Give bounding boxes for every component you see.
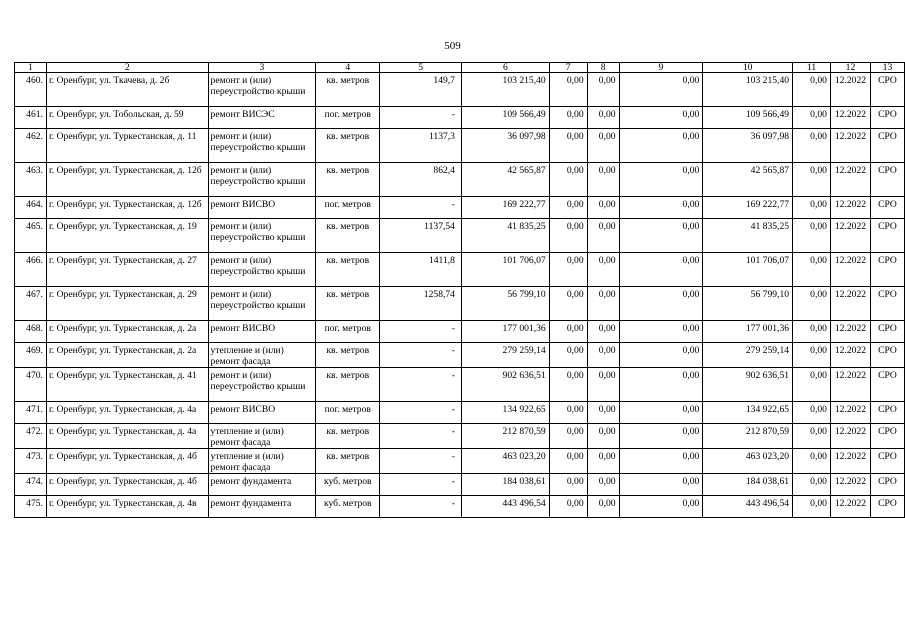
cost-federal-cell: 0,00 — [549, 287, 587, 321]
completion-date-cell: 12.2022 — [830, 449, 870, 474]
total-cost-cell: 42 565,87 — [461, 163, 549, 197]
method-cell: СРО — [870, 219, 904, 253]
cost-other-cell: 0,00 — [793, 73, 831, 107]
column-header: 12 — [830, 63, 870, 73]
method-cell: СРО — [870, 163, 904, 197]
total-cost-cell: 463 023,20 — [461, 449, 549, 474]
unit-cell: пог. метров — [316, 402, 380, 424]
cost-regional-cell: 0,00 — [587, 163, 619, 197]
cost-regional-cell: 0,00 — [587, 287, 619, 321]
cost-owners-cell: 101 706,07 — [703, 253, 793, 287]
address-cell: г. Оренбург, ул. Туркестанская, д. 4в — [46, 496, 208, 518]
table-header-row — [15, 63, 905, 73]
work-type-cell: ремонт и (или) переустройство крыши — [208, 219, 316, 253]
volume-cell: - — [380, 496, 462, 518]
method-cell: СРО — [870, 343, 904, 368]
total-cost-cell: 103 215,40 — [461, 73, 549, 107]
volume-cell: 862,4 — [380, 163, 462, 197]
cost-regional-cell: 0,00 — [587, 321, 619, 343]
address-cell: г. Оренбург, ул. Туркестанская, д. 29 — [46, 287, 208, 321]
unit-cell: кв. метров — [316, 253, 380, 287]
cost-regional-cell: 0,00 — [587, 253, 619, 287]
cost-other-cell: 0,00 — [793, 402, 831, 424]
cost-regional-cell: 0,00 — [587, 73, 619, 107]
table-row — [15, 287, 905, 321]
volume-cell: - — [380, 449, 462, 474]
cost-owners-cell: 42 565,87 — [703, 163, 793, 197]
method-cell: СРО — [870, 368, 904, 402]
column-header: 13 — [870, 63, 904, 73]
completion-date-cell: 12.2022 — [830, 474, 870, 496]
table-row — [15, 368, 905, 402]
volume-cell: 1137,54 — [380, 219, 462, 253]
volume-cell: 1258,74 — [380, 287, 462, 321]
cost-federal-cell: 0,00 — [549, 368, 587, 402]
address-cell: г. Оренбург, ул. Ткачева, д. 2б — [46, 73, 208, 107]
cost-owners-cell: 103 215,40 — [703, 73, 793, 107]
row-number-cell: 470. — [15, 368, 47, 402]
cost-local-cell: 0,00 — [619, 402, 703, 424]
cost-other-cell: 0,00 — [793, 197, 831, 219]
row-number-cell: 460. — [15, 73, 47, 107]
cost-regional-cell: 0,00 — [587, 368, 619, 402]
table-row — [15, 449, 905, 474]
table-row — [15, 129, 905, 163]
unit-cell: пог. метров — [316, 197, 380, 219]
cost-federal-cell: 0,00 — [549, 424, 587, 449]
total-cost-cell: 902 636,51 — [461, 368, 549, 402]
total-cost-cell: 212 870,59 — [461, 424, 549, 449]
row-number-cell: 467. — [15, 287, 47, 321]
completion-date-cell: 12.2022 — [830, 107, 870, 129]
total-cost-cell: 443 496,54 — [461, 496, 549, 518]
cost-regional-cell: 0,00 — [587, 107, 619, 129]
cost-local-cell: 0,00 — [619, 197, 703, 219]
cost-regional-cell: 0,00 — [587, 129, 619, 163]
completion-date-cell: 12.2022 — [830, 73, 870, 107]
address-cell: г. Оренбург, ул. Туркестанская, д. 4б — [46, 474, 208, 496]
work-type-cell: ремонт ВИСВО — [208, 197, 316, 219]
row-number-cell: 463. — [15, 163, 47, 197]
address-cell: г. Оренбург, ул. Туркестанская, д. 12б — [46, 197, 208, 219]
work-type-cell: ремонт и (или) переустройство крыши — [208, 287, 316, 321]
total-cost-cell: 184 038,61 — [461, 474, 549, 496]
completion-date-cell: 12.2022 — [830, 287, 870, 321]
column-header: 11 — [793, 63, 831, 73]
total-cost-cell: 36 097,98 — [461, 129, 549, 163]
method-cell: СРО — [870, 449, 904, 474]
volume-cell: 1137,3 — [380, 129, 462, 163]
volume-cell: - — [380, 474, 462, 496]
cost-other-cell: 0,00 — [793, 129, 831, 163]
unit-cell: куб. метров — [316, 496, 380, 518]
table-row — [15, 197, 905, 219]
unit-cell: кв. метров — [316, 449, 380, 474]
cost-owners-cell: 169 222,77 — [703, 197, 793, 219]
cost-owners-cell: 463 023,20 — [703, 449, 793, 474]
row-number-cell: 468. — [15, 321, 47, 343]
address-cell: г. Оренбург, ул. Туркестанская, д. 12б — [46, 163, 208, 197]
cost-owners-cell: 109 566,49 — [703, 107, 793, 129]
cost-federal-cell: 0,00 — [549, 197, 587, 219]
total-cost-cell: 177 001,36 — [461, 321, 549, 343]
cost-regional-cell: 0,00 — [587, 496, 619, 518]
row-number-cell: 472. — [15, 424, 47, 449]
cost-owners-cell: 184 038,61 — [703, 474, 793, 496]
page-number: 509 — [444, 40, 461, 52]
row-number-cell: 469. — [15, 343, 47, 368]
completion-date-cell: 12.2022 — [830, 424, 870, 449]
unit-cell: кв. метров — [316, 129, 380, 163]
column-header: 7 — [549, 63, 587, 73]
unit-cell: кв. метров — [316, 219, 380, 253]
column-header: 5 — [380, 63, 462, 73]
address-cell: г. Оренбург, ул. Туркестанская, д. 4б — [46, 449, 208, 474]
column-header: 3 — [208, 63, 316, 73]
cost-federal-cell: 0,00 — [549, 73, 587, 107]
work-type-cell: утепление и (или) ремонт фасада — [208, 343, 316, 368]
unit-cell: кв. метров — [316, 368, 380, 402]
cost-regional-cell: 0,00 — [587, 197, 619, 219]
work-type-cell: утепление и (или) ремонт фасада — [208, 424, 316, 449]
cost-federal-cell: 0,00 — [549, 321, 587, 343]
address-cell: г. Оренбург, ул. Туркестанская, д. 27 — [46, 253, 208, 287]
cost-regional-cell: 0,00 — [587, 343, 619, 368]
volume-cell: - — [380, 343, 462, 368]
total-cost-cell: 56 799,10 — [461, 287, 549, 321]
cost-federal-cell: 0,00 — [549, 163, 587, 197]
work-type-cell: ремонт ВИСЭС — [208, 107, 316, 129]
row-number-cell: 464. — [15, 197, 47, 219]
address-cell: г. Оренбург, ул. Туркестанская, д. 41 — [46, 368, 208, 402]
unit-cell: кв. метров — [316, 163, 380, 197]
cost-federal-cell: 0,00 — [549, 343, 587, 368]
column-header: 1 — [15, 63, 47, 73]
method-cell: СРО — [870, 287, 904, 321]
table-row — [15, 73, 905, 107]
cost-other-cell: 0,00 — [793, 449, 831, 474]
cost-local-cell: 0,00 — [619, 287, 703, 321]
work-type-cell: ремонт и (или) переустройство крыши — [208, 368, 316, 402]
table-row — [15, 253, 905, 287]
cost-local-cell: 0,00 — [619, 474, 703, 496]
unit-cell: кв. метров — [316, 287, 380, 321]
work-type-cell: ремонт ВИСВО — [208, 402, 316, 424]
total-cost-cell: 169 222,77 — [461, 197, 549, 219]
volume-cell: 1411,8 — [380, 253, 462, 287]
cost-owners-cell: 443 496,54 — [703, 496, 793, 518]
cost-regional-cell: 0,00 — [587, 449, 619, 474]
column-header: 4 — [316, 63, 380, 73]
cost-other-cell: 0,00 — [793, 424, 831, 449]
row-number-cell: 462. — [15, 129, 47, 163]
cost-local-cell: 0,00 — [619, 163, 703, 197]
row-number-cell: 466. — [15, 253, 47, 287]
cost-local-cell: 0,00 — [619, 321, 703, 343]
cost-other-cell: 0,00 — [793, 163, 831, 197]
cost-regional-cell: 0,00 — [587, 424, 619, 449]
volume-cell: - — [380, 107, 462, 129]
unit-cell: кв. метров — [316, 343, 380, 368]
method-cell: СРО — [870, 402, 904, 424]
method-cell: СРО — [870, 253, 904, 287]
completion-date-cell: 12.2022 — [830, 129, 870, 163]
cost-federal-cell: 0,00 — [549, 402, 587, 424]
work-type-cell: ремонт и (или) переустройство крыши — [208, 253, 316, 287]
cost-other-cell: 0,00 — [793, 474, 831, 496]
cost-owners-cell: 279 259,14 — [703, 343, 793, 368]
completion-date-cell: 12.2022 — [830, 343, 870, 368]
completion-date-cell: 12.2022 — [830, 496, 870, 518]
unit-cell: кв. метров — [316, 73, 380, 107]
cost-other-cell: 0,00 — [793, 253, 831, 287]
work-type-cell: ремонт ВИСВО — [208, 321, 316, 343]
cost-owners-cell: 41 835,25 — [703, 219, 793, 253]
table-row — [15, 321, 905, 343]
address-cell: г. Оренбург, ул. Туркестанская, д. 2а — [46, 343, 208, 368]
work-type-cell: ремонт фундамента — [208, 474, 316, 496]
total-cost-cell: 101 706,07 — [461, 253, 549, 287]
volume-cell: - — [380, 321, 462, 343]
method-cell: СРО — [870, 321, 904, 343]
address-cell: г. Оренбург, ул. Туркестанская, д. 19 — [46, 219, 208, 253]
address-cell: г. Оренбург, ул. Тобольская, д. 59 — [46, 107, 208, 129]
completion-date-cell: 12.2022 — [830, 321, 870, 343]
table-row — [15, 163, 905, 197]
unit-cell: пог. метров — [316, 107, 380, 129]
volume-cell: - — [380, 368, 462, 402]
total-cost-cell: 279 259,14 — [461, 343, 549, 368]
cost-local-cell: 0,00 — [619, 219, 703, 253]
method-cell: СРО — [870, 73, 904, 107]
cost-regional-cell: 0,00 — [587, 474, 619, 496]
cost-federal-cell: 0,00 — [549, 107, 587, 129]
unit-cell: пог. метров — [316, 321, 380, 343]
method-cell: СРО — [870, 197, 904, 219]
cost-regional-cell: 0,00 — [587, 219, 619, 253]
table-row — [15, 424, 905, 449]
cost-local-cell: 0,00 — [619, 496, 703, 518]
cost-local-cell: 0,00 — [619, 368, 703, 402]
cost-other-cell: 0,00 — [793, 496, 831, 518]
completion-date-cell: 12.2022 — [830, 219, 870, 253]
method-cell: СРО — [870, 424, 904, 449]
row-number-cell: 461. — [15, 107, 47, 129]
completion-date-cell: 12.2022 — [830, 197, 870, 219]
column-header: 10 — [703, 63, 793, 73]
table-row — [15, 496, 905, 518]
column-header: 8 — [587, 63, 619, 73]
method-cell: СРО — [870, 107, 904, 129]
cost-owners-cell: 212 870,59 — [703, 424, 793, 449]
cost-local-cell: 0,00 — [619, 107, 703, 129]
method-cell: СРО — [870, 129, 904, 163]
cost-local-cell: 0,00 — [619, 343, 703, 368]
cost-other-cell: 0,00 — [793, 107, 831, 129]
cost-other-cell: 0,00 — [793, 287, 831, 321]
unit-cell: кв. метров — [316, 424, 380, 449]
repair-schedule-table — [14, 62, 905, 518]
cost-federal-cell: 0,00 — [549, 129, 587, 163]
cost-owners-cell: 134 922,65 — [703, 402, 793, 424]
cost-other-cell: 0,00 — [793, 343, 831, 368]
cost-regional-cell: 0,00 — [587, 402, 619, 424]
row-number-cell: 473. — [15, 449, 47, 474]
cost-federal-cell: 0,00 — [549, 474, 587, 496]
cost-owners-cell: 177 001,36 — [703, 321, 793, 343]
volume-cell: 149,7 — [380, 73, 462, 107]
address-cell: г. Оренбург, ул. Туркестанская, д. 2а — [46, 321, 208, 343]
table-row — [15, 474, 905, 496]
cost-owners-cell: 902 636,51 — [703, 368, 793, 402]
table-row — [15, 107, 905, 129]
row-number-cell: 471. — [15, 402, 47, 424]
cost-other-cell: 0,00 — [793, 321, 831, 343]
cost-owners-cell: 56 799,10 — [703, 287, 793, 321]
work-type-cell: ремонт фундамента — [208, 496, 316, 518]
column-header: 2 — [46, 63, 208, 73]
cost-local-cell: 0,00 — [619, 73, 703, 107]
completion-date-cell: 12.2022 — [830, 368, 870, 402]
table-row — [15, 219, 905, 253]
total-cost-cell: 134 922,65 — [461, 402, 549, 424]
table-row — [15, 343, 905, 368]
table-row — [15, 402, 905, 424]
completion-date-cell: 12.2022 — [830, 402, 870, 424]
address-cell: г. Оренбург, ул. Туркестанская, д. 4а — [46, 424, 208, 449]
row-number-cell: 474. — [15, 474, 47, 496]
completion-date-cell: 12.2022 — [830, 163, 870, 197]
cost-federal-cell: 0,00 — [549, 219, 587, 253]
cost-federal-cell: 0,00 — [549, 253, 587, 287]
row-number-cell: 475. — [15, 496, 47, 518]
volume-cell: - — [380, 424, 462, 449]
address-cell: г. Оренбург, ул. Туркестанская, д. 4а — [46, 402, 208, 424]
volume-cell: - — [380, 402, 462, 424]
work-type-cell: утепление и (или) ремонт фасада — [208, 449, 316, 474]
cost-federal-cell: 0,00 — [549, 496, 587, 518]
cost-other-cell: 0,00 — [793, 368, 831, 402]
cost-local-cell: 0,00 — [619, 424, 703, 449]
cost-owners-cell: 36 097,98 — [703, 129, 793, 163]
method-cell: СРО — [870, 496, 904, 518]
cost-local-cell: 0,00 — [619, 449, 703, 474]
unit-cell: куб. метров — [316, 474, 380, 496]
column-header: 6 — [461, 63, 549, 73]
table-body — [15, 73, 905, 518]
completion-date-cell: 12.2022 — [830, 253, 870, 287]
column-header: 9 — [619, 63, 703, 73]
cost-other-cell: 0,00 — [793, 219, 831, 253]
cost-local-cell: 0,00 — [619, 129, 703, 163]
address-cell: г. Оренбург, ул. Туркестанская, д. 11 — [46, 129, 208, 163]
row-number-cell: 465. — [15, 219, 47, 253]
work-type-cell: ремонт и (или) переустройство крыши — [208, 163, 316, 197]
volume-cell: - — [380, 197, 462, 219]
cost-federal-cell: 0,00 — [549, 449, 587, 474]
work-type-cell: ремонт и (или) переустройство крыши — [208, 129, 316, 163]
total-cost-cell: 109 566,49 — [461, 107, 549, 129]
cost-local-cell: 0,00 — [619, 253, 703, 287]
total-cost-cell: 41 835,25 — [461, 219, 549, 253]
work-type-cell: ремонт и (или) переустройство крыши — [208, 73, 316, 107]
method-cell: СРО — [870, 474, 904, 496]
